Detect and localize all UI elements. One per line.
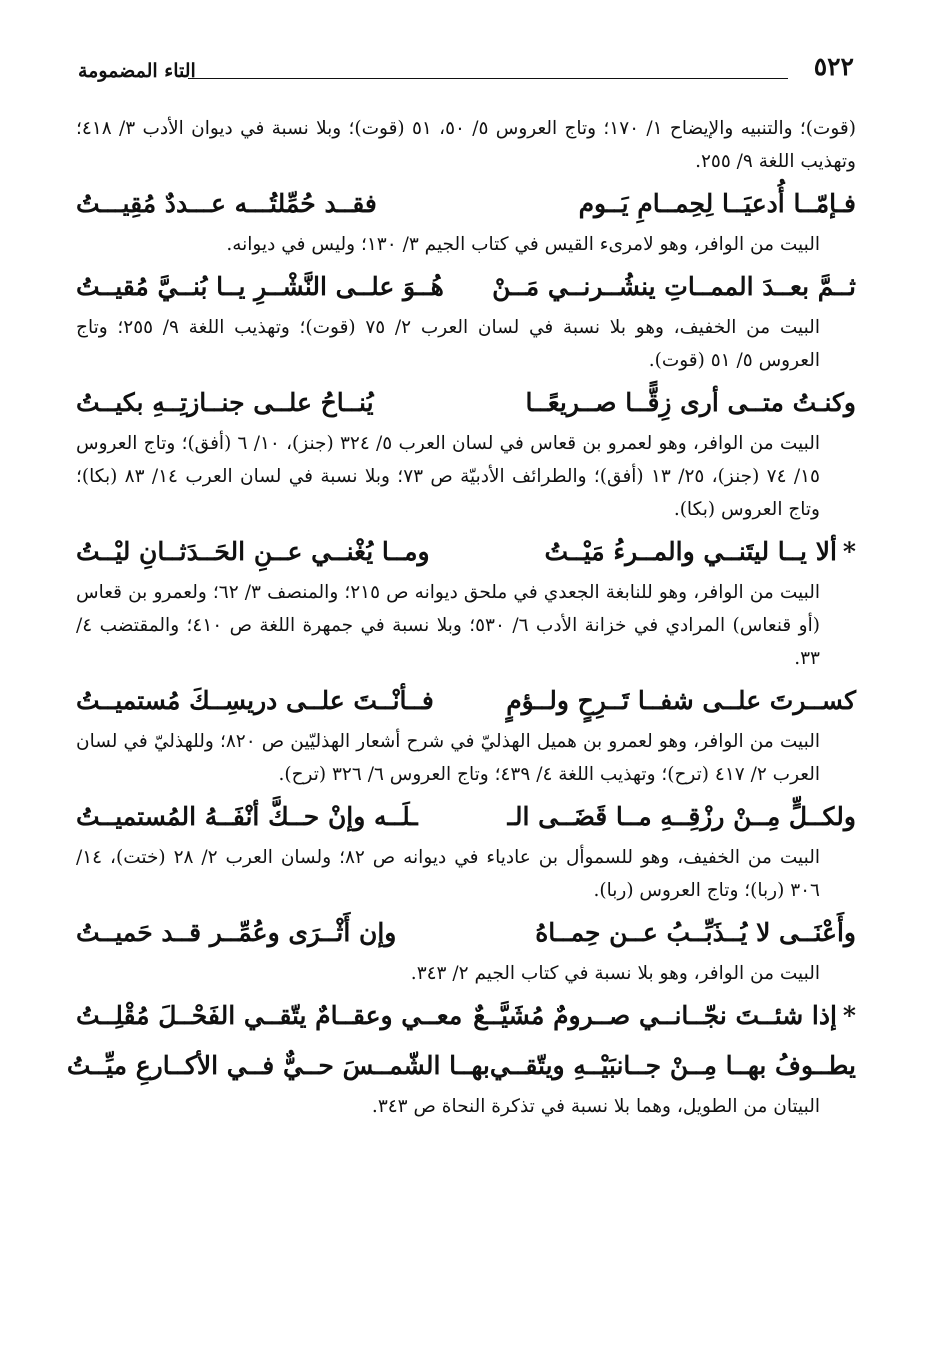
footnote-paragraph: البيت من الوافر، وهو لعمرو بن هميل الهذليّ في شرح أشعار الهذليّين ص ٨٢٠؛ وللهذليّ في لسان العرب ٢/ ٤١٧ (ترح)؛ وتهذيب اللغة ٤/ ٤٣٩؛ وتاج العروس ٦/ ٣٢٦ (ترح). — [76, 731, 821, 785]
footnote-paragraph: البيت من الوافر، وهو بلا نسبة في كتاب الجيم ٢/ ٣٤٣. — [410, 963, 820, 984]
header-rule — [188, 78, 788, 79]
verse-second-hemistich: فقــد حُمِّلتُـــه عـــددٌ مُقِيـــتُ — [76, 188, 377, 218]
verse-first-hemistich — [508, 802, 856, 831]
verse-first-text: إذا شئــتَ نجّــانــي صــرومٌ مُشَيَّــعٌ — [473, 1000, 837, 1030]
verse-second-hemistich: يُنــاحُ علــى جنــازتِــهِ بكيــتُ — [76, 387, 374, 417]
verse-line — [76, 526, 856, 576]
verse-first-hemistich — [490, 1051, 856, 1080]
footnote-paragraph: البيت من الخفيف، وهو بلا نسبة في لسان العرب ٢/ ٧٥ (قوت)؛ وتهذيب اللغة ٩/ ٢٥٥؛ وتاج العروس ٥/ ٥١ (قوت). — [76, 317, 820, 371]
running-title: التاء المضمومة — [78, 60, 196, 82]
verse-first-text: ألا يــا ليتَنــي والمــرءُ مَيْــتُ — [544, 536, 837, 566]
verse-line — [76, 907, 856, 957]
verse-first-hemistich — [506, 686, 856, 715]
verse-second-hemistich: ومــا يُغْنــي عــنِ الحَــدَثــانِ ليْــتُ — [76, 536, 430, 566]
verse-first-text: ثــمَّ بعــدَ الممــاتِ ينشُــرنــي مَــنْ — [492, 271, 856, 301]
footnote-paragraph: البيت من الوافر، وهو لعمرو بن قعاس في لسان العرب ٥/ ٣٢٤ (جنز)، ١٠/ ٦ (أفق)؛ وتاج العروس ١٥/ ٧٤ (جنز)، ٢٥/ ١٣ (أفق)؛ والطرائف الأدبيّة ص ٧٣؛ وبلا نسبة في لسان العرب ١٤/ ٨٣ (بكا)؛ وتاج العروس (بكا). — [76, 433, 821, 520]
page-header — [78, 52, 854, 86]
verse-line — [76, 990, 856, 1040]
verse-second-hemistich: هُــوَ علــى النَّشْــرِ يــا بُنــيَّ مُقيــتُ — [76, 271, 444, 301]
footnote-paragraph: البيت من الوافر، وهو لامرىء القيس في كتاب الجيم ٣/ ١٣٠؛ وليس في ديوانه. — [226, 234, 820, 255]
verse-second-hemistich: بهــا الشّمــسَ حــيٌّ فــي الأكــارعِ ميِّــتُ — [66, 1050, 490, 1080]
verse-first-text: يطــوفُ بهــا مِــنْ جــانبَيْــهِ ويتّقــي — [489, 1050, 856, 1080]
verse-first-hemistich — [535, 918, 856, 947]
verse-line — [76, 178, 856, 228]
page-body — [66, 112, 856, 1123]
verse-line — [76, 261, 856, 311]
verse-second-hemistich: ـلَــه وإنْ حــكَّ أنْفَــهُ المُستميــتُ — [76, 801, 418, 831]
verse-second-hemistich: وإن أَثْــرَى وعُمِّــر قــد حَميــتُ — [76, 917, 397, 947]
verse-first-text: كســرتَ علــى شفــا تَــرِحٍ ولــؤمٍ — [506, 685, 856, 715]
verse-line — [66, 1040, 856, 1090]
verse-first-hemistich — [473, 1001, 856, 1030]
verse-first-hemistich — [526, 388, 856, 417]
verse-first-text: ولكــلٍّ مِــنْ رزْقِــهِ مــا قَضَــى الـ — [507, 801, 856, 831]
footnote-paragraph: (قوت)؛ والتنبيه والإيضاح ١/ ١٧٠؛ وتاج العروس ٥/ ٥٠، ٥١ (قوت)؛ وبلا نسبة في ديوان الأدب ٣/ ٤١٨؛ وتهذيب اللغة ٩/ ٢٥٥. — [76, 118, 856, 172]
verse-second-hemistich: فــأنْــتَ علــى دريسِــكَ مُستميــتُ — [76, 685, 434, 715]
verse-first-hemistich — [545, 537, 856, 566]
verse-line — [76, 791, 856, 841]
verse-second-hemistich: معــي وعقــامٌ يتّقــي الفَحْــلَ مُقْلِــتُ — [76, 1000, 463, 1030]
verse-first-text: فـإمّــا أُدعيَــا لِحِمــامِ يَــوم — [578, 188, 856, 218]
asterisk-mark: * — [842, 1000, 856, 1030]
verse-first-text: وكنـتُ متــى أرى زِقًّــا صــريعًــا — [525, 387, 856, 417]
footnote-paragraph: البيت من الخفيف، وهو للسموأل بن عادياء في ديوانه ص ٨٢؛ ولسان العرب ٢/ ٢٨ (ختت)، ١٤/ ٣٠٦ (ربا)؛ وتاج العروس (ربا). — [76, 847, 820, 901]
verse-line — [76, 377, 856, 427]
verse-first-text: وأَعْنَــى لا يُــذَبِّــبُ عــن حِمــاهُ — [535, 917, 856, 947]
verse-first-hemistich — [579, 189, 856, 218]
footnote-paragraph: البيتان من الطويل، وهما بلا نسبة في تذكرة النحاة ص ٣٤٣. — [371, 1096, 820, 1117]
asterisk-mark: * — [842, 536, 856, 566]
verse-first-hemistich — [492, 272, 856, 301]
page-number: ٥٢٢ — [813, 52, 854, 81]
footnote-paragraph: البيت من الوافر، وهو للنابغة الجعدي في ملحق ديوانه ص ٢١٥؛ والمنصف ٣/ ٦٢؛ ولعمرو بن قعاس (أو قنعاس) المرادي في خزانة الأدب ٦/ ٥٣٠؛ وبلا نسبة في جمهرة اللغة ص ٤١٠؛ والمقتضب ٤/ ٣٣. — [76, 582, 821, 669]
verse-line — [76, 675, 856, 725]
